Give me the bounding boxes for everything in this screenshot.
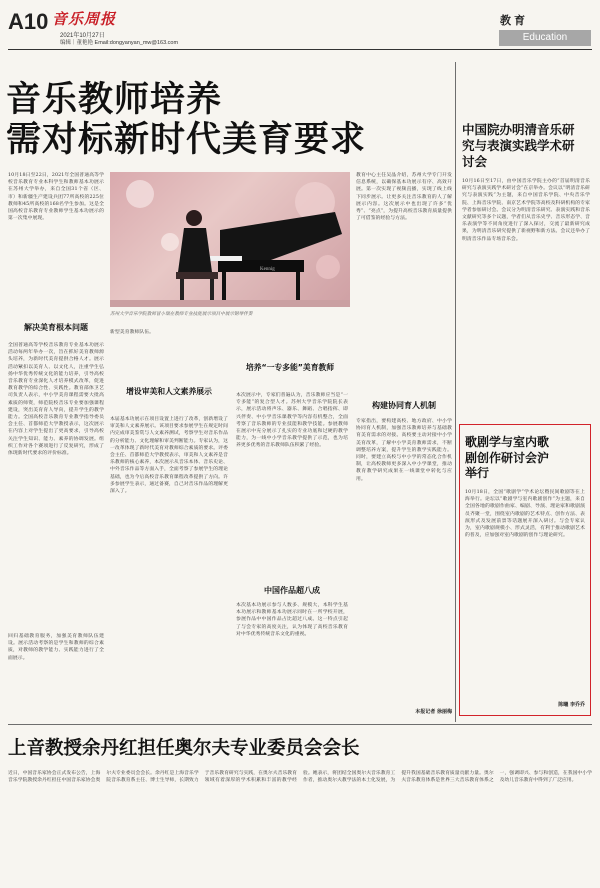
lead-subhead-4: 中国作品超八成 bbox=[264, 586, 320, 595]
lead-subhead-5: 构建协同育人机制 bbox=[372, 401, 436, 410]
lead-byline: 本报记者 徐丽梅 bbox=[415, 709, 452, 715]
lead-subhead-1: 解决美育根本问题 bbox=[24, 323, 88, 332]
lead-column-1-tail: 回归基础教育服务，加强美育教师队伍建设。展示活动考察的是学生和教师的综合素质，对教师的教学能力、实践能力进行了全面展示。 bbox=[8, 634, 104, 661]
section-title: 教育 bbox=[500, 14, 528, 27]
lead-column-3-tail: 本次基本功展示参与人数多、规模大，本科学生基本功展示和教师基本功展示同时在一所学校开展，参展作品中中国作品占比超过八成。这一特点引起了与会专家的高度关注，认为体现了高校音乐教育对中华优秀传统音乐文化的重视。 bbox=[236, 603, 348, 637]
section-badge bbox=[499, 30, 591, 46]
sidebar-2-title: 歌剧学与室内歌剧创作研讨会沪举行 bbox=[465, 435, 550, 480]
header bbox=[0, 0, 600, 52]
second-headline: 上音教授余丹红担任奥尔夫专业委员会会长 bbox=[8, 738, 360, 759]
lead-photo bbox=[110, 172, 350, 307]
lead-column-2-top: 新型美育教师队伍。 bbox=[110, 330, 155, 335]
second-story-rule bbox=[8, 724, 592, 725]
sidebar-1-title: 中国院办明清音乐研究与表演实践学术研讨会 bbox=[462, 122, 575, 169]
lead-column-4: 教育中心主任吴晶介绍，苏州大学专门开发信息系统，以确保基本功展示有序、高效开展。第一次实现了视频直播，实现了线上线下同步展示。让更多关注音乐教育的人了解展示内容。这次展示中也出现了许多“优秀”、“亮点”，为提升高校音乐教育质量提供了可借鉴的经验与方法。 bbox=[356, 173, 452, 222]
lead-column-4b: 专家指出，要构建高校、地方政府、中小学协同育人机制，加强音乐教师培养与基础教育美育需求的对接。高校要主动对接中小学美育改革，了解中小学美育教师需求，不断调整培养方案，提升学生的教学实践能力。同时，要建立高校与中小学的常态化合作机制，让高校教师更多深入中小学课堂，推动教育教学研究成果在一线课堂中转化与应用。 bbox=[356, 419, 452, 482]
sidebar-2-body: 10月18日，全国“歌剧学”学术论坛暨民间歌剧等在上海举行。论坛以“歌剧学与室内歌剧创作”为主题，来自全国各地的歌剧作曲家、编剧、导演、理论家和歌剧演员齐聚一堂，围绕室内歌剧的艺术特点、创作方法、表演形式及发展前景等话题展开深入研讨。与会专家认为，室内歌剧规模小、形式灵活，有利于推动歌剧艺术的普及，应加强对室内歌剧的创作与理论研究。 bbox=[465, 490, 585, 539]
lead-headline-line2: 需对标新时代美育要求 bbox=[6, 120, 367, 160]
lead-headline-line1: 音乐教师培养 bbox=[6, 80, 223, 120]
lead-column-2: 本届基本功展示在项目设置上进行了改革，创新增设了审美和人文素养展示。该项目要求参展学生在规定时间内完成审美鉴赏与人文素养测试，考察学生对音乐作品的分析能力、文化理解和审美判断能力。专家认为，这一改革体现了新时代美育对教师综合素质的要求。评委会主任、首都师范大学教授表示，审美和人文素养是音乐教师的核心素养，本次展示从音乐本体、音乐史论、中外音乐作品等方面入手，全面考察了参展学生的理论基础，也为今后高校音乐教育课程改革提供了方向。许多参展学生表示，通过备赛，自己对音乐作品的理解更深入了。 bbox=[110, 417, 228, 495]
lead-column-3: 本次展示中，专家们普遍认为，音乐教师应当是“一专多能”的复合型人才。苏州大学音乐学院院长表示，展示活动将声乐、器乐、舞蹈、合唱指挥、即兴伴奏、中小学音乐课教学等内容有机整合，全面考察了音乐教师的专业技能和教学技能。参展教师在展示中充分展示了扎实的专业功底和过硬的教学能力，为一线中小学音乐教学提供了示范，也为培养更多优秀的音乐教师队伍积累了经验。 bbox=[236, 393, 348, 449]
svg-text:Kennig: Kennig bbox=[260, 267, 275, 272]
lead-column-1: 全国普通高等学校音乐教育专业基本功展示活动每两年举办一次，旨在抓好美育教师源头培养，为新时代美育提供合格人才。展示活动紧扣以美育人、以文化人，注重学生弘扬中华优秀传统文化的能力培养，引导高校音乐教育专业深化人才培养模式改革，促进教育教学的综合性、实践性。教育部体卫艺司负责人表示，中小学美育课程需要大批高素质的师资，师范院校音乐专业要加强课程建设，突出美育育人导向，提升学生的教学能力。全国高校音乐教育专业教学指导委员会主任、首都师范大学教授表示，这次展示在内容上对学生提出了更高要求，引导高校关注学生知识、能力、素养的协调发展。组织工作对各个赛项进行了反复研究，形成了体现新时代要求的评价标准。 bbox=[8, 343, 104, 457]
section-subtitle: Education bbox=[522, 32, 568, 43]
page-number: A10 bbox=[8, 9, 49, 34]
issue-date: 2021年10月27日 bbox=[60, 33, 105, 39]
sidebar-1-body: 10月16日至17日，由中国音乐学院主办的“首届明清音乐研究与表演实践学术研讨会”在京举办。会议以“明清音乐研究与表演实践”为主题，来自中国音乐学院、中央音乐学院、上海音乐学院、南京艺术学院等高校及科研机构的专家学者参加研讨会。会议分为明清音乐研究、表演实践和音乐文献研究等多个议题，学者们从音乐史学、音乐形态学、音乐表演学等不同角度进行了深入探讨，交流了最新研究成果，为明清音乐研究提供了新视野和新方法。会议还举办了明清音乐作品专场音乐会。 bbox=[462, 179, 590, 242]
pianist-photo-illustration bbox=[110, 172, 350, 307]
sidebar-divider bbox=[455, 62, 456, 722]
lead-photo-caption: 苏州大学音乐学院教师冒小瑞在教师专业技能展示项目中展示钢琴伴奏 bbox=[110, 312, 253, 317]
lead-subhead-3: 培养“一专多能”美育教师 bbox=[245, 363, 335, 372]
second-story-body: 近日，中国音乐家协会正式发布公告，上海音乐学院教授余丹红担任中国音乐家协会奥尔夫专业委员会会长。余丹红是上海音乐学院音乐教育系主任、博士生导师，长期致力于音乐教育研究与实践，在奥尔夫音乐教育领域有着深厚的学术积累和丰富的教学经验。她表示，将团结全国奥尔夫音乐教育工作者，推动奥尔夫教学法的本土化发展，为提升我国基础音乐教育质量贡献力量。奥尔夫音乐教育体系是世界三大音乐教育体系之一，强调即兴、参与和创造，在我国中小学及幼儿音乐教育中得到了广泛应用。 bbox=[8, 771, 592, 784]
sidebar-2-byline: 陈曦 李乔乔 bbox=[558, 702, 585, 708]
lead-intro: 10月18日至22日，2021年全国普通高等学校音乐教育专业本科学生和教师基本功展示在苏州大学举办，来自全国31个省（区、市）和新疆生产建设兵团77所高校的225位教师和45所高校的168名学生参加。这是全国高校音乐教育专业教师学生基本功展示的第一次集中展现。 bbox=[8, 173, 104, 222]
header-rule bbox=[8, 49, 592, 50]
lead-subhead-2: 增设审美和人文素养展示 bbox=[126, 387, 212, 396]
lead-headline bbox=[6, 80, 456, 160]
editor-line: 编辑｜董艳艳 Email:dongyanyan_mw@163.com bbox=[60, 40, 179, 46]
masthead-logo: 音乐周报 bbox=[52, 10, 117, 28]
sidebar-2-box bbox=[459, 424, 591, 716]
